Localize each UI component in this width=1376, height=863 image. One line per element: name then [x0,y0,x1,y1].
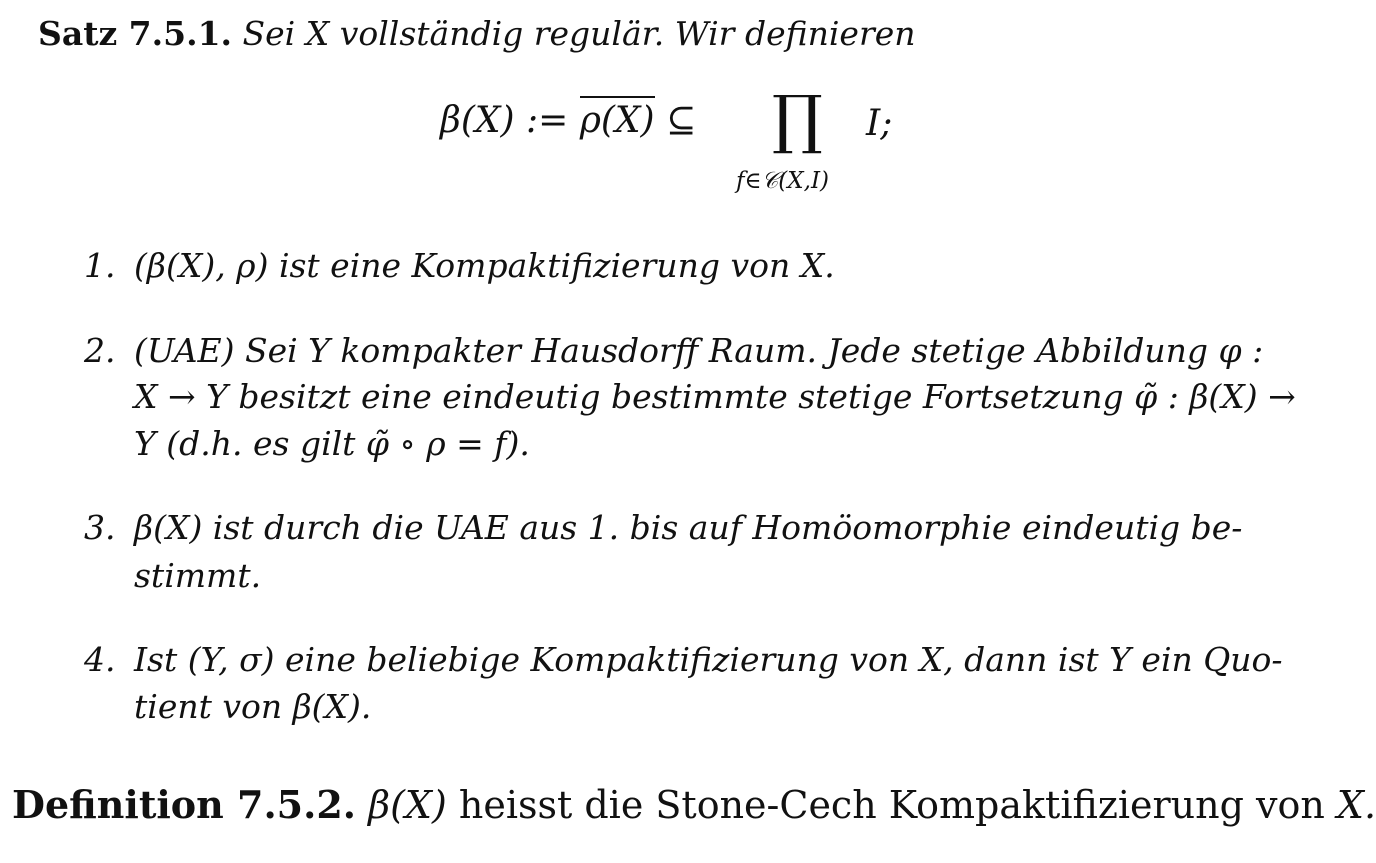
item-number: 3. [84,508,116,547]
definition-label: Definition 7.5.2. [12,782,357,827]
definition-line [12,782,1376,827]
display-equation [440,100,696,141]
theorem-intro: Sei X vollständig regulär. Wir definieren [242,14,916,53]
item-number: 2. [84,331,116,370]
equation-subset: ⊆ [654,100,697,141]
item-line: (β(X), ρ) ist eine Kompaktifizierung von X. [134,246,835,285]
theorem-heading [38,14,916,53]
item-line: stimmt. [134,556,262,595]
item-line: (UAE) Sei Y kompakter Hausdorff Raum. Jede stetige Abbildung φ : [134,331,1264,370]
item-number: 4. [84,640,116,679]
theorem-label: Satz 7.5.1. [38,14,233,53]
equation-lhs: β(X) := [440,100,580,141]
item-line: Ist (Y, σ) eine beliebige Kompaktifizierung von X, dann ist Y ein Quo- [134,640,1283,679]
product-symbol: ∏ [772,83,823,157]
product-index: f∈𝒞(X,I) [736,168,830,194]
definition-text: heisst die Stone-Cech Kompaktifizierung von [446,783,1337,827]
item-number: 1. [84,246,116,285]
item-line: tient von β(X). [134,687,372,726]
item-line: β(X) ist durch die UAE aus 1. bis auf Homöomorphie eindeutig be- [134,508,1243,547]
definition-math: β(X) [368,783,447,827]
item-line: Y (d.h. es gilt φ̃ ∘ ρ = f). [134,424,530,463]
equation-closure: ρ(X) [580,96,655,141]
item-line: X → Y besitzt eine eindeutig bestimmte stetige Fortsetzung φ̃ : β(X) → [134,377,1296,416]
product-factor: I; [866,103,893,144]
definition-end: X. [1336,783,1376,827]
